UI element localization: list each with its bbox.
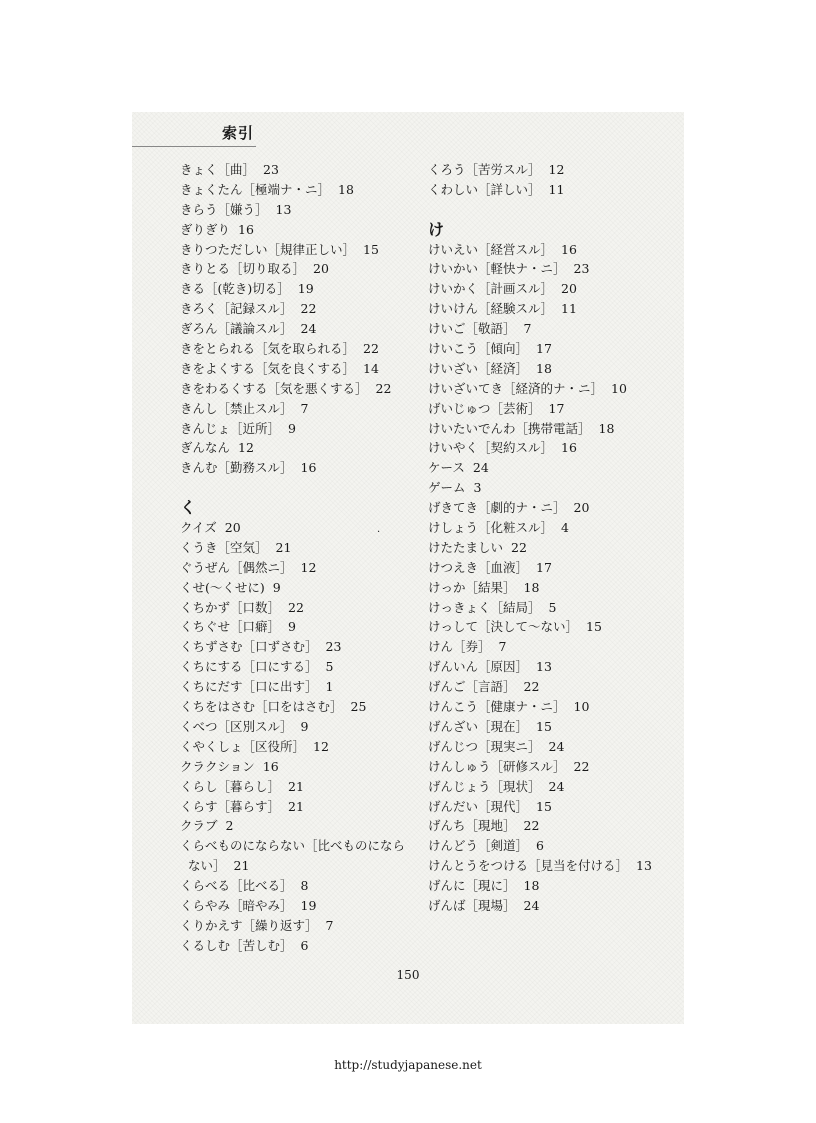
index-entry xyxy=(428,458,680,478)
entry-page-number: 15 xyxy=(536,718,552,734)
entry-page-number: 18 xyxy=(523,579,540,595)
index-entry xyxy=(428,319,680,339)
index-entry xyxy=(180,200,420,220)
index-entry xyxy=(428,896,680,916)
entry-term: きんじょ［近所］ xyxy=(180,420,281,436)
title-underline xyxy=(132,146,256,147)
entry-page-number: 24 xyxy=(472,460,489,476)
entry-term: きんむ［勤務スル］ xyxy=(180,460,293,476)
index-entry xyxy=(428,777,680,797)
entry-term: くせ(～くせに) xyxy=(180,579,265,595)
entry-page-number: 15 xyxy=(586,619,602,635)
index-entry xyxy=(180,359,420,379)
entry-term: くちにする［口にする］ xyxy=(180,659,318,675)
entry-page-number: 11 xyxy=(548,181,565,197)
index-entry xyxy=(428,478,680,498)
index-entry xyxy=(180,598,420,618)
index-entry xyxy=(428,379,680,399)
entry-page-number: 6 xyxy=(300,937,309,953)
index-entry xyxy=(180,777,420,797)
entry-term: きをわるくする［気を悪くする］ xyxy=(180,380,368,396)
index-entry xyxy=(428,637,680,657)
entry-page-number: 7 xyxy=(523,321,532,337)
entry-page-number: 5 xyxy=(548,599,557,615)
entry-term: げいじゅつ［芸術］ xyxy=(428,400,541,416)
footer-url: http://studyjapanese.net xyxy=(334,1058,482,1072)
entry-term: きんし［禁止スル］ xyxy=(180,400,293,416)
entry-page-number: 22 xyxy=(511,539,527,555)
index-entry xyxy=(180,936,420,956)
entry-page-number: 25 xyxy=(350,699,367,715)
entry-term: ぎんなん xyxy=(180,440,231,456)
ku-entries-tail xyxy=(180,876,420,956)
entry-page-number: 21 xyxy=(233,858,250,874)
index-entry xyxy=(428,419,680,439)
entry-term: きらう［嫌う］ xyxy=(180,201,268,217)
entry-term: けんこう［健康ナ・ニ］ xyxy=(428,699,566,715)
entry-term: くちかず［口数］ xyxy=(180,599,281,615)
entry-term: クラクション xyxy=(180,758,255,774)
entry-page-number: 20 xyxy=(561,281,577,297)
entry-term-continued: ない］ xyxy=(188,858,226,874)
index-entry xyxy=(180,697,420,717)
entry-page-number: 15 xyxy=(363,241,379,257)
index-entry xyxy=(180,797,420,817)
index-entry xyxy=(428,657,680,677)
index-entry xyxy=(180,379,420,399)
index-entry xyxy=(180,657,420,677)
index-entry xyxy=(428,438,680,458)
index-entry xyxy=(428,598,680,618)
index-entry xyxy=(428,737,680,757)
entry-page-number: 7 xyxy=(300,400,309,416)
index-entry xyxy=(428,697,680,717)
entry-term: くらべものにならない［比べものになら xyxy=(180,838,406,854)
entry-term: きる［(乾き)切る］ xyxy=(180,281,290,297)
entry-term: クラブ xyxy=(180,818,218,834)
entry-page-number: 24 xyxy=(548,738,565,754)
entry-term: けいやく［契約スル］ xyxy=(428,440,554,456)
right-column xyxy=(428,160,680,916)
entry-page-number: 13 xyxy=(636,858,652,874)
section-gap xyxy=(428,200,680,220)
entry-page-number: 22 xyxy=(523,818,540,834)
index-entry xyxy=(180,180,420,200)
index-entry xyxy=(428,836,680,856)
entry-page-number: 13 xyxy=(536,659,552,675)
section-gap xyxy=(180,478,420,498)
entry-term: けつえき［血液］ xyxy=(428,559,529,575)
index-entry xyxy=(180,220,420,240)
entry-page-number: 19 xyxy=(297,281,314,297)
entry-page-number: 23 xyxy=(325,639,342,655)
index-entry xyxy=(180,279,420,299)
entry-term: くわしい［詳しい］ xyxy=(428,181,541,197)
entry-page-number: 21 xyxy=(288,798,304,814)
index-entry xyxy=(428,299,680,319)
entry-page-number: 17 xyxy=(536,341,552,357)
entry-page-number: 15 xyxy=(536,798,552,814)
entry-page-number: 16 xyxy=(238,221,254,237)
entry-page-number: 21 xyxy=(288,778,304,794)
entry-page-number: 24 xyxy=(523,897,540,913)
entry-term: げんじつ［現実ニ］ xyxy=(428,738,541,754)
entry-page-number: 16 xyxy=(561,241,577,257)
stray-mark: . xyxy=(377,524,381,535)
entry-page-number: 3 xyxy=(473,480,482,496)
ke-entries xyxy=(428,240,680,916)
index-entry xyxy=(428,538,680,558)
index-entry xyxy=(428,797,680,817)
entry-term: けいこう［傾向］ xyxy=(428,341,529,357)
index-entry xyxy=(428,558,680,578)
entry-page-number: 16 xyxy=(262,758,279,774)
entry-page-number: 18 xyxy=(598,420,615,436)
entry-term: ぎりぎり xyxy=(180,221,231,237)
entry-term: ゲーム xyxy=(428,480,466,496)
section-heading-ku: く xyxy=(180,498,197,518)
index-entry xyxy=(180,816,420,836)
ku-entries xyxy=(180,518,420,836)
entry-page-number: 24 xyxy=(548,778,565,794)
entry-page-number: 18 xyxy=(523,878,540,894)
index-entry xyxy=(428,518,680,538)
entry-term: けいざい［経済］ xyxy=(428,360,529,376)
index-entry xyxy=(428,617,680,637)
index-entry xyxy=(180,916,420,936)
entry-page-number: 8 xyxy=(300,878,309,894)
entry-page-number: 14 xyxy=(363,360,379,376)
entry-page-number: 20 xyxy=(224,520,241,536)
entry-page-number: 16 xyxy=(561,440,577,456)
entry-page-number: 19 xyxy=(300,897,317,913)
entry-page-number: 22 xyxy=(573,758,590,774)
entry-term: けっきょく［結局］ xyxy=(428,599,541,615)
index-entry xyxy=(180,876,420,896)
entry-term: けいけん［経験スル］ xyxy=(428,301,554,317)
entry-page-number: 22 xyxy=(375,380,392,396)
entry-page-number: 10 xyxy=(573,699,590,715)
entry-page-number: 4 xyxy=(561,520,569,536)
entry-page-number: 12 xyxy=(313,738,329,754)
entry-term: げんだい［現代］ xyxy=(428,798,529,814)
entry-page-number: 11 xyxy=(561,301,577,317)
entry-term: きりとる［切り取る］ xyxy=(180,261,306,277)
entry-term: けんどう［剣道］ xyxy=(428,838,529,854)
entry-page-number: 22 xyxy=(363,341,379,357)
index-entry xyxy=(428,160,680,180)
entry-term: けしょう［化粧スル］ xyxy=(428,520,554,536)
entry-term: げんざい［現在］ xyxy=(428,718,529,734)
entry-page-number: 7 xyxy=(498,639,507,655)
entry-term: けっか［結果］ xyxy=(428,579,516,595)
index-entry xyxy=(428,240,680,260)
entry-term: くうき［空気］ xyxy=(180,539,268,555)
entry-page-number: 2 xyxy=(225,818,234,834)
entry-page-number: 16 xyxy=(300,460,317,476)
entry-page-number: 22 xyxy=(288,599,304,615)
entry-term: くらし［暮らし］ xyxy=(180,778,281,794)
entry-page-number: 1 xyxy=(325,679,334,695)
entry-term: けいたいでんわ［携帯電話］ xyxy=(428,420,591,436)
entry-term: きをよくする［気を良くする］ xyxy=(180,360,356,376)
entry-term: げんに［現に］ xyxy=(428,878,516,894)
index-entry xyxy=(428,717,680,737)
index-entry xyxy=(180,578,420,598)
entry-term: けいご［敬語］ xyxy=(428,321,516,337)
index-entry xyxy=(180,757,420,777)
section-heading-ke: け xyxy=(428,219,445,239)
entry-page-number: 9 xyxy=(272,579,281,595)
index-entry xyxy=(180,339,420,359)
index-entry xyxy=(428,339,680,359)
ku-entries-continued xyxy=(428,160,680,200)
entry-term: きろく［記録スル］ xyxy=(180,301,293,317)
entry-page-number: 20 xyxy=(573,500,590,516)
index-entry xyxy=(180,458,420,478)
entry-term: げきてき［劇的ナ・ニ］ xyxy=(428,500,566,516)
entry-page-number: 17 xyxy=(536,559,552,575)
index-entry xyxy=(180,717,420,737)
entry-page-number: 18 xyxy=(338,181,354,197)
entry-term: けいかく［計画スル］ xyxy=(428,281,554,297)
entry-page-number: 23 xyxy=(263,162,279,177)
entry-term: クイズ xyxy=(180,520,217,536)
entry-term: くろう［苦労スル］ xyxy=(428,162,541,177)
entry-term: けん［券］ xyxy=(428,639,491,655)
entry-term: けんとうをつける［見当を付ける］ xyxy=(428,858,629,874)
index-entry xyxy=(428,259,680,279)
entry-page-number: 9 xyxy=(288,619,296,635)
index-entry xyxy=(180,617,420,637)
index-entry xyxy=(180,558,420,578)
entry-term: けいざいてき［経済的ナ・ニ］ xyxy=(428,380,604,396)
index-entry xyxy=(180,677,420,697)
entry-page-number: 6 xyxy=(536,838,544,854)
entry-page-number: 7 xyxy=(325,917,334,933)
index-entry xyxy=(428,677,680,697)
entry-term: きょくたん［極端ナ・ニ］ xyxy=(180,181,331,197)
entry-term: きりつただしい［規律正しい］ xyxy=(180,241,356,257)
index-entry xyxy=(180,399,420,419)
entry-page-number: 17 xyxy=(548,400,565,416)
entry-page-number: 13 xyxy=(275,201,292,217)
entry-term: くらべる［比べる］ xyxy=(180,878,293,894)
entry-term: くべつ［区別スル］ xyxy=(180,718,293,734)
entry-term: くるしむ［苦しむ］ xyxy=(180,937,293,953)
index-entry xyxy=(180,299,420,319)
entry-term: げんば［現場］ xyxy=(428,897,516,913)
index-entry xyxy=(428,399,680,419)
entry-page-number: 18 xyxy=(536,360,552,376)
index-entry xyxy=(428,578,680,598)
entry-term: げんご［言語］ xyxy=(428,679,516,695)
entry-term: くらやみ［暗やみ］ xyxy=(180,897,293,913)
entry-term: けっして［決して～ない］ xyxy=(428,619,579,635)
entry-term: くやくしょ［区役所］ xyxy=(180,738,306,754)
index-entry xyxy=(180,438,420,458)
index-entry xyxy=(180,240,420,260)
index-entry xyxy=(180,259,420,279)
index-entry xyxy=(428,279,680,299)
entry-term: きをとられる［気を取られる］ xyxy=(180,341,356,357)
entry-page-number: 22 xyxy=(300,301,317,317)
entry-term: くちをはさむ［口をはさむ］ xyxy=(180,699,343,715)
index-entry xyxy=(428,816,680,836)
entry-term: げんち［現地］ xyxy=(428,818,516,834)
entry-page-number: 10 xyxy=(611,380,627,396)
index-entry xyxy=(428,876,680,896)
index-entry-wrapped xyxy=(180,836,420,876)
index-entry xyxy=(180,538,420,558)
index-entry xyxy=(428,498,680,518)
entry-page-number: 23 xyxy=(573,261,590,277)
index-entry xyxy=(428,180,680,200)
entry-page-number: 5 xyxy=(325,659,334,675)
entry-page-number: 12 xyxy=(238,440,254,456)
index-entry xyxy=(180,737,420,757)
entry-term: げんじょう［現状］ xyxy=(428,778,541,794)
entry-page-number: 9 xyxy=(300,718,309,734)
entry-page-number: 21 xyxy=(275,539,292,555)
ki-entries xyxy=(180,160,420,478)
entry-term: ケース xyxy=(428,460,465,476)
index-entry xyxy=(180,518,420,538)
entry-term: けいかい［軽快ナ・ニ］ xyxy=(428,261,566,277)
entry-term: ぎろん［議論スル］ xyxy=(180,321,293,337)
entry-term: けんしゅう［研修スル］ xyxy=(428,758,566,774)
page-number: 150 xyxy=(396,968,420,982)
entry-page-number: 24 xyxy=(300,321,317,337)
left-column xyxy=(180,160,420,956)
entry-page-number: 20 xyxy=(313,261,329,277)
entry-page-number: 22 xyxy=(523,679,540,695)
entry-term: くちにだす［口に出す］ xyxy=(180,679,318,695)
entry-page-number: 12 xyxy=(548,162,565,177)
index-entry xyxy=(180,160,420,180)
index-entry xyxy=(180,896,420,916)
index-page xyxy=(132,112,684,1024)
index-entry xyxy=(180,319,420,339)
entry-term: けたたましい xyxy=(428,539,504,555)
entry-page-number: 12 xyxy=(300,559,317,575)
index-entry xyxy=(428,757,680,777)
index-entry xyxy=(180,419,420,439)
index-entry xyxy=(180,637,420,657)
entry-term: けいえい［経営スル］ xyxy=(428,241,554,257)
page-title: 索引 xyxy=(222,124,255,142)
entry-term: ぐうぜん［偶然ニ］ xyxy=(180,559,293,575)
entry-term: くちずさむ［口ずさむ］ xyxy=(180,639,318,655)
entry-term: げんいん［原因］ xyxy=(428,659,529,675)
entry-term: きょく［曲］ xyxy=(180,162,256,177)
entry-page-number: 9 xyxy=(288,420,296,436)
entry-term: くちぐせ［口癖］ xyxy=(180,619,281,635)
entry-term: くりかえす［繰り返す］ xyxy=(180,917,318,933)
entry-term: くらす［暮らす］ xyxy=(180,798,281,814)
index-entry xyxy=(428,359,680,379)
index-entry xyxy=(428,856,680,876)
